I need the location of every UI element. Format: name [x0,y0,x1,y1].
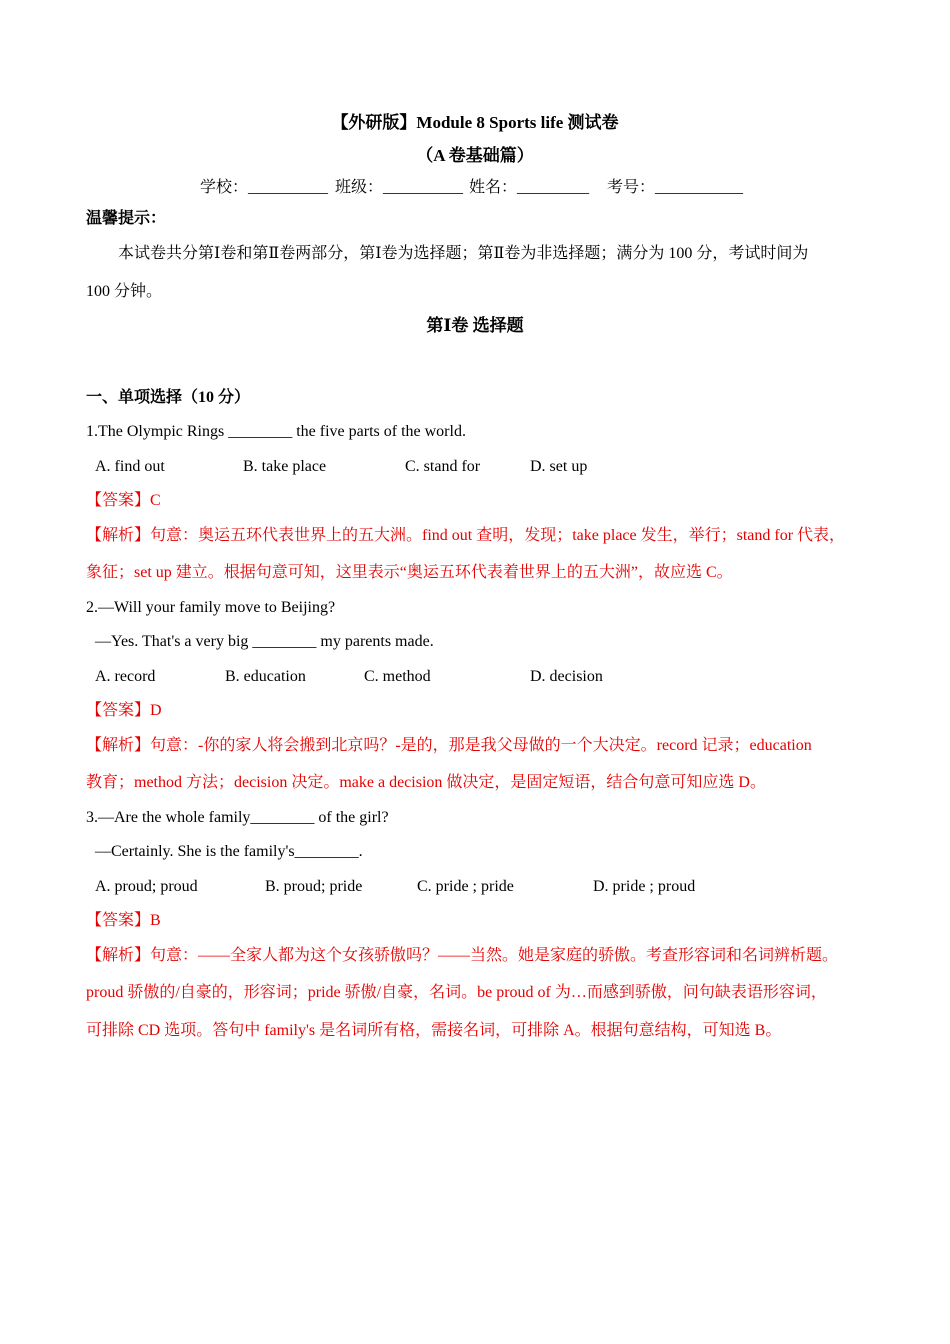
page-subtitle: （A 卷基础篇） [416,146,534,165]
question-stem: 3.—Are the whole family________ of the girl? [86,809,389,826]
info-exam-number: 考号：___________ [607,179,744,196]
option-b: B. proud; pride [265,878,363,895]
question-stem: —Yes. That's a very big ________ my parents made. [95,633,434,650]
section-title: 第Ⅰ卷 选择题 [426,316,524,335]
option-c: C. method [364,668,431,685]
info-school: 学校：__________ [200,179,329,196]
info-name: 姓名：_________ [469,179,590,196]
analysis-line: 【解析】句意：-你的家人将会搬到北京吗？-是的，那是我父母做的一个大决定。record 记录；education [86,737,812,754]
option-b: B. take place [243,458,327,475]
analysis-line: 可排除 CD 选项。答句中 family's 是名词所有格，需接名词，可排除 A。根据句意结构，可知选 B。 [86,1022,782,1039]
option-a: A. record [95,668,156,685]
answer: 【答案】D [86,702,162,719]
answer: 【答案】C [86,492,161,509]
option-c: C. stand for [405,458,481,475]
part-heading: 一、单项选择（10 分） [86,389,251,406]
page-title: 【外研版】Module 8 Sports life 测试卷 [331,113,619,132]
analysis-line: 教育；method 方法；decision 决定。make a decision 做决定，是固定短语，结合句意可知应选 D。 [86,774,766,791]
option-d: D. set up [530,458,588,475]
question-stem: —Certainly. She is the family's________. [95,843,363,860]
analysis-line: 【解析】句意：奥运五环代表世界上的五大洲。find out 查明，发现；take place 发生，举行；stand for 代表， [86,527,846,544]
notice-heading: 温馨提示： [86,210,167,227]
option-a: A. find out [95,458,165,475]
analysis-line: proud 骄傲的/自豪的，形容词；pride 骄傲/自豪，名词。be proud of 为…而感到骄傲，问句缺表语形容词， [86,984,827,1001]
option-b: B. education [225,668,306,685]
option-d: D. decision [530,668,603,685]
option-a: A. proud; proud [95,878,198,895]
answer: 【答案】B [86,912,161,929]
option-c: C. pride ; pride [417,878,514,895]
notice-text-line1: 本试卷共分第Ⅰ卷和第Ⅱ卷两部分，第Ⅰ卷为选择题；第Ⅱ卷为非选择题；满分为 100 分，考试时间为 [118,245,809,262]
question-stem: 2.—Will your family move to Beijing? [86,599,336,616]
analysis-line: 象征；set up 建立。根据句意可知，这里表示“奥运五环代表着世界上的五大洲”，故应选 C。 [86,564,733,581]
analysis-line: 【解析】句意：——全家人都为这个女孩骄傲吗？——当然。她是家庭的骄傲。考查形容词和名词辨析题。 [86,947,839,964]
info-class: 班级：__________ [335,179,464,196]
option-d: D. pride ; proud [593,878,696,895]
question-stem: 1.The Olympic Rings ________ the five parts of the world. [86,423,466,440]
notice-text-line2: 100 分钟。 [86,283,163,300]
